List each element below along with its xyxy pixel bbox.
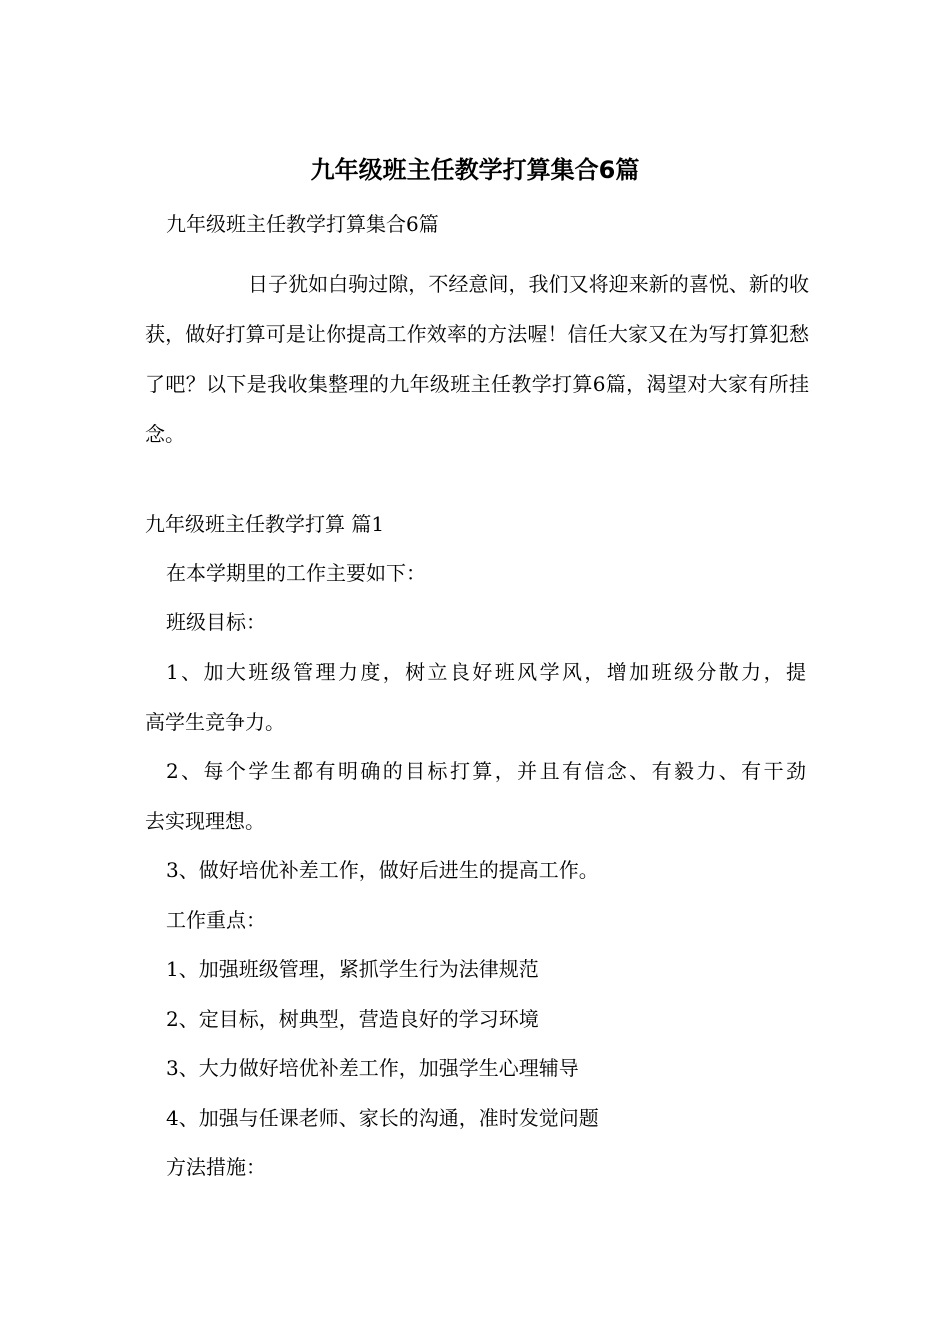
body-line: 去实现理想。 [145, 809, 265, 833]
body-line: 高学生竞争力。 [145, 710, 285, 734]
body-line: 班级目标： [166, 610, 266, 634]
body-line: 在本学期里的工作主要如下： [166, 561, 426, 585]
intro-paragraph: 日子犹如白驹过隙，不经意间，我们又将迎来新的喜悦、新的收获，做好打算可是让你提高工作效率的方法喔！信任大家又在为写打算犯愁了吧？以下是我收集整理的九年级班主任教学打算6篇，渴望对大家有所挂念。 [145, 272, 809, 446]
body-line: 1、加强班级管理，紧抓学生行为法律规范 [166, 957, 539, 981]
body-line: 工作重点： [166, 908, 266, 932]
body-line: 3、做好培优补差工作，做好后进生的提高工作。 [166, 858, 599, 882]
body-line: 方法措施： [166, 1155, 266, 1179]
body-line: 2、每个学生都有明确的目标打算，并且有信念、有毅力、有干劲 [166, 759, 806, 783]
section-heading: 九年级班主任教学打算 篇1 [145, 512, 385, 536]
document-subtitle: 九年级班主任教学打算集合6篇 [166, 212, 439, 236]
body-line: 1、加大班级管理力度，树立良好班风学风，增加班级分散力，提 [166, 660, 806, 684]
body-line: 4、加强与任课老师、家长的沟通，准时发觉问题 [166, 1106, 599, 1130]
document-title: 九年级班主任教学打算集合6篇 [310, 156, 640, 184]
body-line: 3、大力做好培优补差工作，加强学生心理辅导 [166, 1056, 579, 1080]
body-line: 2、定目标，树典型，营造良好的学习环境 [166, 1007, 539, 1031]
